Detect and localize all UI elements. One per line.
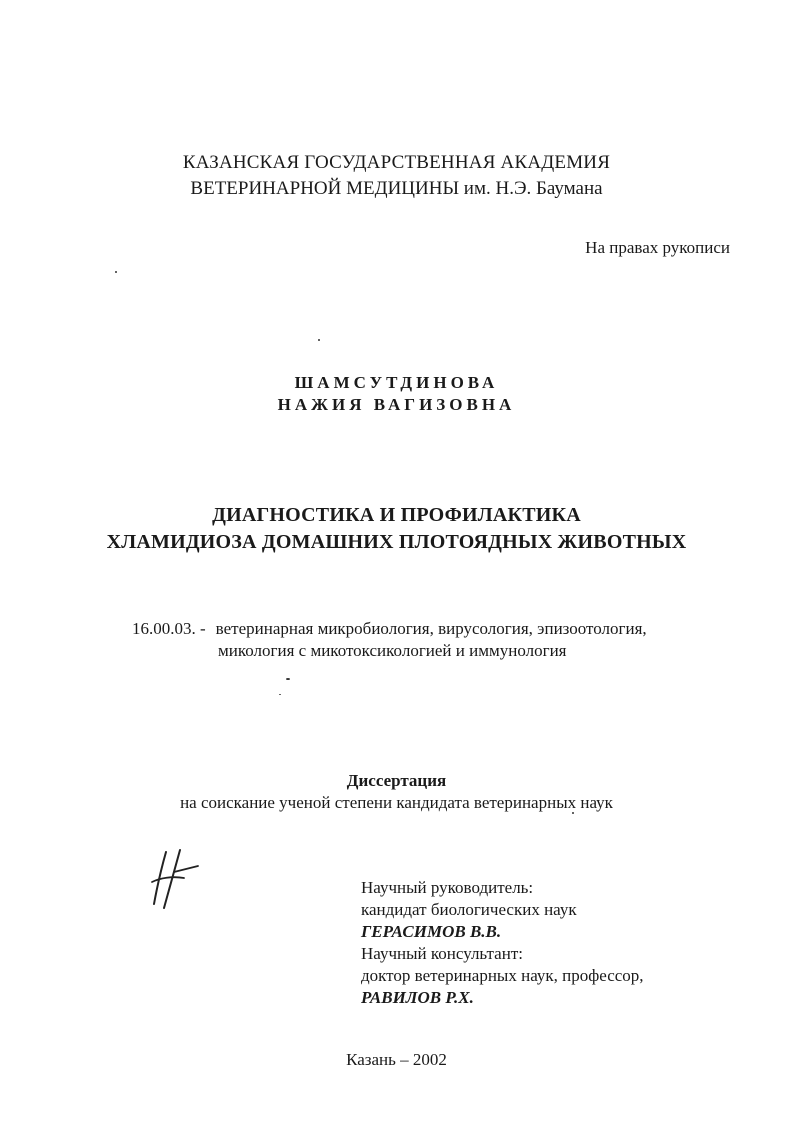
scan-speck [115,271,117,273]
supervisor-name: ГЕРАСИМОВ В.В. [361,922,502,941]
supervisor-degree: кандидат биологических наук [361,900,577,919]
signature-mark [144,848,202,910]
specialty-code: 16.00.03. - [132,619,206,638]
consultant-degree: доктор ветеринарных наук, профессор, [361,966,644,985]
dissertation-subtitle: на соискание ученой степени кандидата ветеринарных наук [180,793,613,812]
scan-speck [286,678,290,680]
supervisor-label: Научный руководитель: [361,878,534,897]
specialty-line-2: микология с микотоксикологией и иммунология [218,641,567,660]
institution-block [0,150,793,202]
manuscript-note: На правах рукописи [585,238,730,257]
consultant-name: РАВИЛОВ Р.Х. [361,988,474,1007]
scan-speck [572,812,574,814]
specialty-line-1: ветеринарная микробиология, вирусология, эпизоотология, [215,619,647,638]
scan-speck [279,694,281,695]
advisors-block [361,877,644,1009]
author-block [0,372,793,416]
consultant-label: Научный консультант: [361,944,523,963]
author-surname: ШАМСУТДИНОВА [294,373,499,392]
author-given-names: НАЖИЯ ВАГИЗОВНА [277,395,516,414]
title-line-2: ХЛАМИДИОЗА ДОМАШНИХ ПЛОТОЯДНЫХ ЖИВОТНЫХ [106,531,687,553]
dissertation-type-block [0,770,793,814]
dissertation-heading: Диссертация [346,771,447,790]
dissertation-title [0,502,793,556]
city-year: Казань – 2002 [346,1050,447,1069]
institution-line-2: ВЕТЕРИНАРНОЙ МЕДИЦИНЫ им. Н.Э. Баумана [190,178,603,199]
specialty-block [132,618,647,662]
scan-speck [318,339,320,341]
title-line-1: ДИАГНОСТИКА И ПРОФИЛАКТИКА [212,504,581,526]
institution-line-1: КАЗАНСКАЯ ГОСУДАРСТВЕННАЯ АКАДЕМИЯ [182,152,611,173]
